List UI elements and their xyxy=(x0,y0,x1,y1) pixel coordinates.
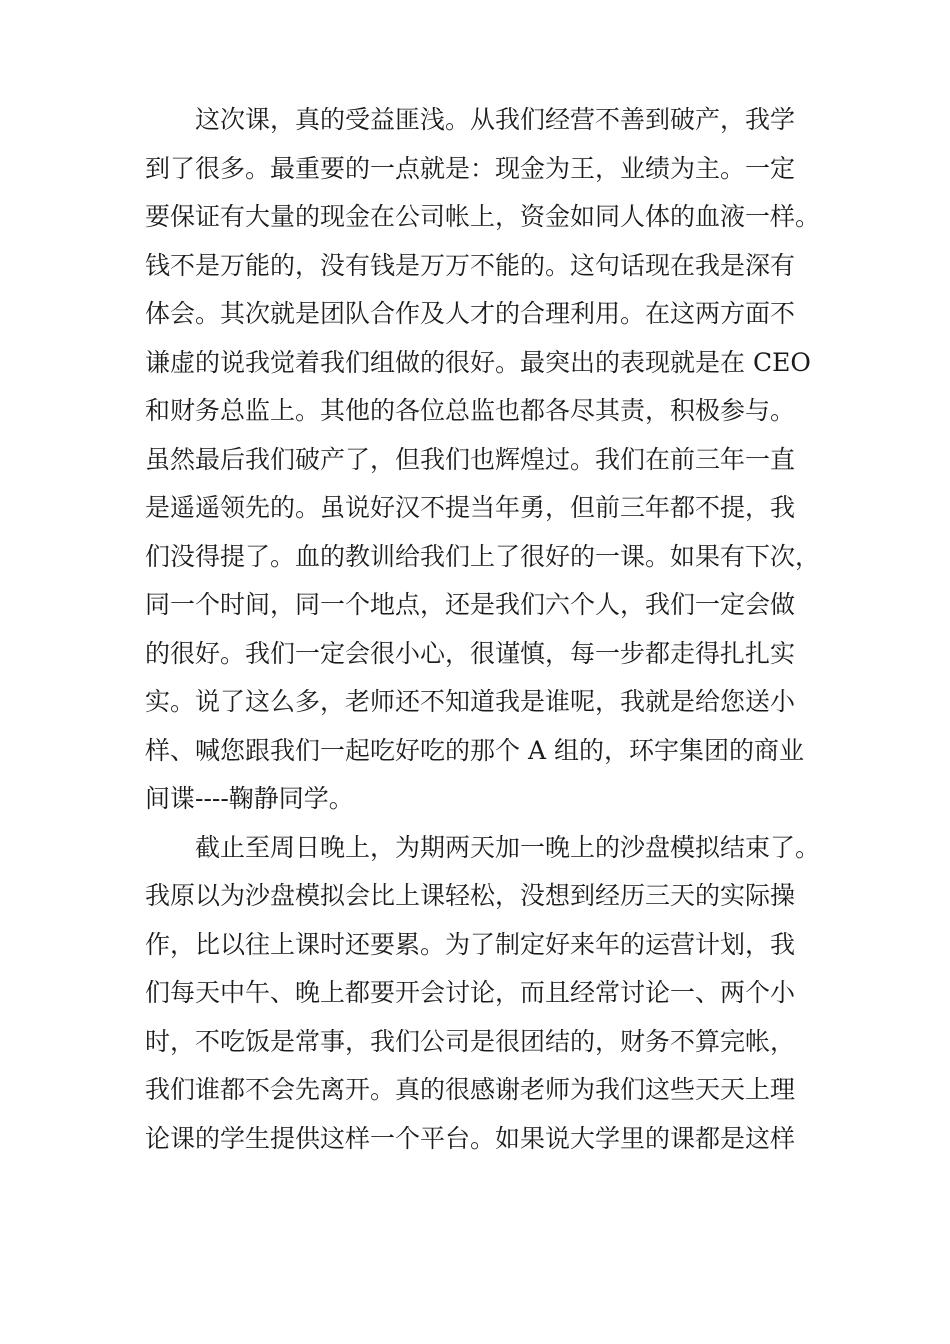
text-line: 同一个时间，同一个地点，还是我们六个人，我们一定会做 xyxy=(145,590,796,619)
text-line: 间谍----鞠静同学。 xyxy=(145,784,354,813)
text-line: 钱不是万能的，没有钱是万万不能的。这句话现在我是深有 xyxy=(145,250,796,280)
text-line: 的很好。我们一定会很小心，很谨慎，每一步都走得扎扎实 xyxy=(145,638,796,668)
text-line: 要保证有大量的现金在公司帐上，资金如同人体的血液一样。 xyxy=(145,202,821,231)
paragraph-1 xyxy=(145,96,825,824)
text-line: 到了很多。最重要的一点就是：现金为王，业绩为主。一定 xyxy=(145,153,796,183)
text-line: 谦虚的说我觉着我们组做的很好。最突出的表现就是在 CEO xyxy=(145,347,811,377)
text-line: 我原以为沙盘模拟会比上课轻松，没想到经历三天的实际操 xyxy=(145,881,796,910)
text-line: 这次课，真的受益匪浅。从我们经营不善到破产，我学 xyxy=(195,105,796,134)
text-line: 论课的学生提供这样一个平台。如果说大学里的课都是这样 xyxy=(145,1123,796,1153)
text-line: 们每天中午、晚上都要开会讨论，而且经常讨论一、两个小 xyxy=(145,978,796,1007)
text-line: 实。说了这么多，老师还不知道我是谁呢，我就是给您送小 xyxy=(145,687,796,716)
text-line: 时，不吃饭是常事，我们公司是很团结的，财务不算完帐， xyxy=(145,1026,796,1056)
text-line: 和财务总监上。其他的各位总监也都各尽其责，积极参与。 xyxy=(145,396,796,425)
document-body xyxy=(145,96,825,1163)
text-line: 体会。其次就是团队合作及人才的合理利用。在这两方面不 xyxy=(145,299,796,328)
text-line: 截止至周日晚上，为期两天加一晚上的沙盘模拟结束了。 xyxy=(195,832,821,862)
text-line: 样、喊您跟我们一起吃好吃的那个 A 组的，环宇集团的商业 xyxy=(145,735,804,765)
text-line: 作，比以往上课时还要累。为了制定好来年的运营计划，我 xyxy=(145,929,796,959)
text-line: 我们谁都不会先离开。真的很感谢老师为我们这些天天上理 xyxy=(145,1075,796,1104)
paragraph-2 xyxy=(145,824,825,1164)
text-line: 虽然最后我们破产了，但我们也辉煌过。我们在前三年一直 xyxy=(145,444,796,474)
text-line: 是遥遥领先的。虽说好汉不提当年勇，但前三年都不提，我 xyxy=(145,493,796,522)
text-line: 们没得提了。血的教训给我们上了很好的一课。如果有下次， xyxy=(145,541,821,571)
